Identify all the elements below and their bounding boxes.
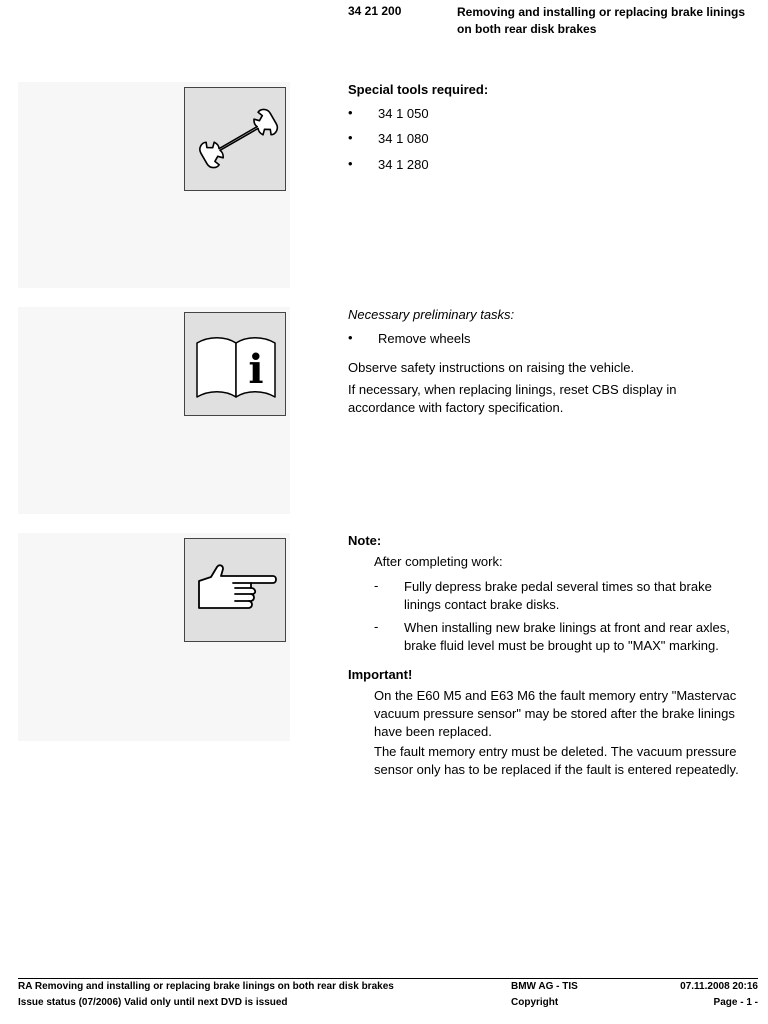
bullet-icon: • <box>348 130 353 145</box>
preliminary-heading: Necessary preliminary tasks: <box>348 307 515 322</box>
bullet-icon: • <box>348 330 353 345</box>
note-item: Fully depress brake pedal several times so that brake linings contact brake disks. <box>404 579 712 612</box>
footer-copyright: Copyright <box>511 997 559 1008</box>
tool-item: 34 1 080 <box>378 131 429 146</box>
important-paragraph: On the E60 M5 and E63 M6 the fault memory entry "Mastervac vacuum pressure sensor" may be stored after the brake linings have been replaced. <box>374 688 737 739</box>
document-number: 34 21 200 <box>348 4 402 18</box>
tools-heading: Special tools required: <box>348 82 489 97</box>
svg-text:i: i <box>248 346 264 393</box>
important-heading: Important! <box>348 667 413 682</box>
note-item: When installing new brake linings at front and rear axles, brake fluid level must be brought up to "MAX" marking. <box>404 620 730 653</box>
important-paragraph: The fault memory entry must be deleted. The vacuum pressure sensor only has to be replaced if the fault is entered repeatedly. <box>374 744 739 777</box>
bullet-icon: • <box>348 156 353 171</box>
bullet-icon: • <box>348 105 353 120</box>
safety-instruction: Observe safety instructions on raising the vehicle. <box>348 360 635 375</box>
info-book-icon <box>184 312 286 416</box>
note-heading: Note: <box>348 533 382 548</box>
preliminary-item: Remove wheels <box>378 331 471 346</box>
footer-page-number: Page - 1 - <box>713 997 758 1008</box>
document-title: Removing and installing or replacing brake linings on both rear disk brakes <box>457 5 746 36</box>
note-intro: After completing work: <box>374 554 503 569</box>
footer-date: 07.11.2008 20:16 <box>680 981 758 992</box>
tool-item: 34 1 050 <box>378 106 429 121</box>
pointing-hand-icon <box>184 538 286 642</box>
wrench-icon <box>184 87 286 191</box>
dash-icon: - <box>374 619 379 634</box>
tool-item: 34 1 280 <box>378 157 429 172</box>
dash-icon: - <box>374 578 379 593</box>
footer-title: RA Removing and installing or replacing brake linings on both rear disk brakes <box>18 981 394 992</box>
footer-issue-status: Issue status (07/2006) Valid only until next DVD is issued <box>18 997 288 1008</box>
footer-publisher: BMW AG - TIS <box>511 981 578 992</box>
cbs-reset-instruction: If necessary, when replacing linings, reset CBS display in accordance with factory specification. <box>348 382 677 415</box>
